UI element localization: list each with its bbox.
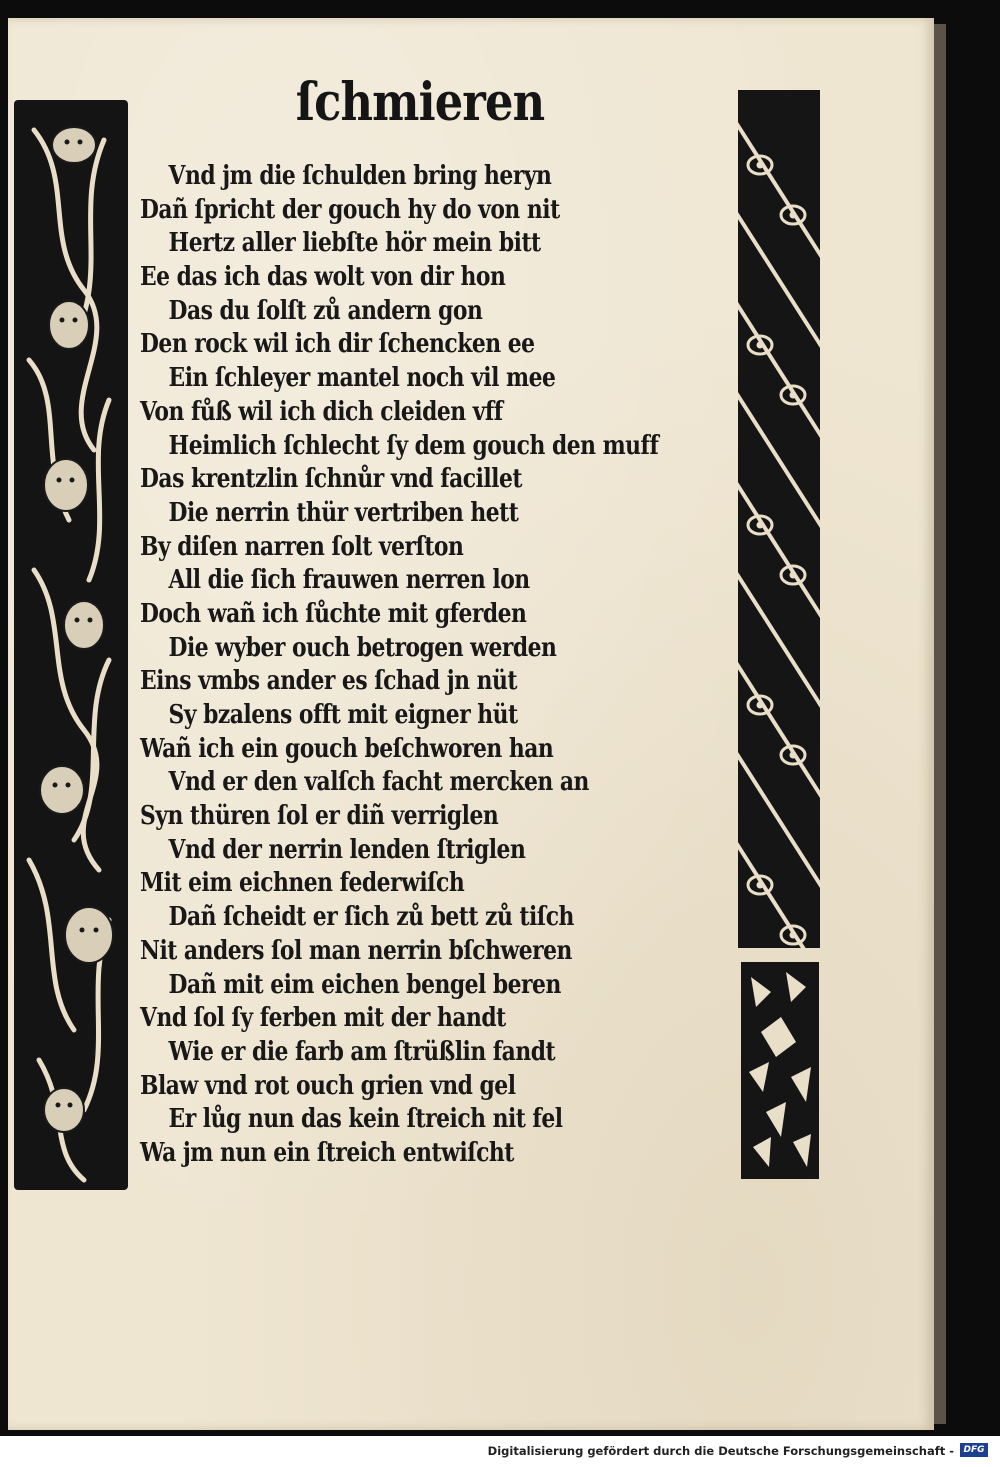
verse-line: Eins vmbs ander es ſchad jn nüt (140, 666, 518, 697)
verse-line: Hertz aller liebſte hör mein bitt (168, 228, 541, 259)
verse-line: Dañ ſpricht der gouch hy do von nit (140, 194, 560, 225)
verse-line: Dañ mit eim eichen bengel beren (168, 969, 561, 1000)
verse-line: Nit anders ſol man nerrin bſchweren (140, 935, 572, 966)
page-edge (934, 24, 946, 1424)
verse-line: Von fůß wil ich dich cleiden vff (140, 396, 503, 427)
right-foliage-block (741, 962, 819, 1179)
verse-line: Ee das ich das wolt von dir hon (140, 262, 506, 293)
page-heading: ſchmieren (295, 72, 545, 133)
verse-line: Vnd er den valſch facht mercken an (168, 767, 589, 798)
verse-line: Ein ſchleyer mantel noch vil mee (168, 363, 556, 394)
funding-credit: Digitalisierung gefördert durch die Deutsche Forschungsgemeinschaft - (487, 1444, 954, 1458)
verse-line: Doch wañ ich ſůchte mit gferden (140, 598, 527, 629)
footer-bar (0, 1436, 1000, 1467)
verse-line: Wa jm nun ein ſtreich entwiſcht (140, 1137, 514, 1168)
verse-line: Wie er die farb am ſtrüßlin fandt (168, 1036, 556, 1067)
verse-line: Dañ ſcheidt er ſich zů bett zů tiſch (168, 902, 574, 933)
right-woodcut-pattern (738, 90, 820, 948)
foliage-woodcut (741, 962, 819, 1179)
left-woodcut-illustration (14, 100, 128, 1190)
verse-line: Wañ ich ein gouch beſchworen han (140, 733, 554, 764)
verse-line: Sy bzalens offt mit eigner hüt (168, 700, 518, 730)
right-woodcut-border (738, 90, 820, 948)
verse-line: All die ſich frauwen nerren lon (168, 565, 530, 596)
verse-line: Heimlich ſchlecht ſy dem gouch den muff (168, 430, 659, 461)
verse-line: Vnd der nerrin lenden ſtriglen (168, 834, 526, 865)
verse-line: Syn thüren ſol er diñ verriglen (140, 801, 499, 832)
verse-line: Das krentzlin ſchnůr vnd facillet (140, 464, 522, 495)
verse-line: Vnd jm die ſchulden bring heryn (168, 161, 552, 191)
dfg-logo: DFG (960, 1443, 988, 1457)
verse-line: Das du ſolſt zů andern gon (168, 295, 483, 326)
verse-text (140, 160, 730, 1171)
verse-line: Er lůg nun das kein ſtreich nit fel (168, 1104, 563, 1135)
verse-line: By diſen narren ſolt verſton (140, 531, 464, 562)
verse-line: Die wyber ouch betrogen werden (168, 632, 557, 663)
verse-line: Blaw vnd rot ouch grien vnd gel (140, 1070, 516, 1101)
verse-line: Die nerrin thür vertriben hett (168, 497, 519, 528)
verse-line: Mit eim eichnen federwiſch (140, 868, 465, 899)
verse-line: Vnd ſol ſy ferben mit der handt (140, 1003, 506, 1034)
left-woodcut-border (14, 100, 128, 1190)
verse-line: Den rock wil ich dir ſchencken ee (140, 329, 535, 360)
